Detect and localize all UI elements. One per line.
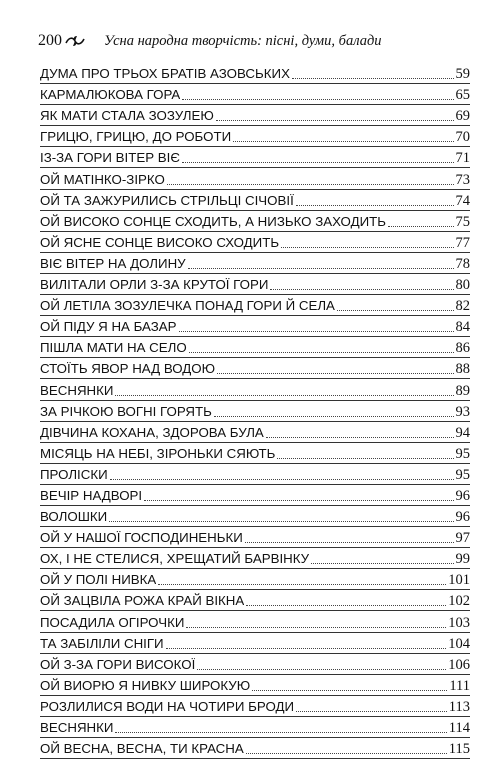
dot-leader [144,500,453,501]
toc-entry [40,464,470,485]
toc-entry-page: 78 [455,255,470,272]
toc-entry-title: ОЙ З-ЗА ГОРИ ВИСОКОЇ [40,656,196,672]
toc-entry-title: ІЗ-ЗА ГОРИ ВІТЕР ВІЄ [40,150,180,166]
dot-leader [110,479,454,480]
dot-leader [167,184,454,185]
dot-leader [296,205,454,206]
toc-entry-page: 113 [448,698,470,715]
toc-entry-title: СТОЇТЬ ЯВОР НАД ВОДОЮ [40,361,216,377]
toc-entry [40,675,470,696]
toc-entry-title: ВІЄ ВІТЕР НА ДОЛИНУ [40,255,186,271]
toc-entry-page: 73 [455,171,470,188]
toc-entry-title: ГРИЦЮ, ГРИЦЮ, ДО РОБОТИ [40,129,232,145]
page-header [38,31,478,51]
toc-entry-page: 75 [455,213,470,230]
toc-entry-page: 97 [455,530,470,547]
toc-entry-page: 115 [448,741,470,758]
toc-entry-page: 104 [448,635,470,652]
toc-entry [40,316,470,337]
toc-entry-title: ОЙ ЗАЦВІЛА РОЖА КРАЙ ВІКНА [40,593,245,609]
toc-entry [40,84,470,105]
dot-leader [216,120,454,121]
toc-entry [40,168,470,189]
toc-entry-page: 65 [455,87,470,104]
toc-entry-page: 95 [455,445,470,462]
toc-entry [40,295,470,316]
dot-leader [188,268,454,269]
toc-entry-title: ПРОЛІСКИ [40,466,108,482]
toc-entry-title: ОХ, І НЕ СТЕЛИСЯ, ХРЕЩАТИЙ БАРВІНКУ [40,551,310,567]
toc-entry-title: ВЕЧІР НАДВОРІ [40,487,143,503]
toc-entry-title: ОЙ ПІДУ Я НА БАЗАР [40,319,177,335]
dot-leader [252,690,447,691]
toc-entry-title: ОЙ У ПОЛІ НИВКА [40,572,157,588]
dot-leader [388,226,454,227]
toc-entry-title: КАРМАЛЮКОВА ГОРА [40,87,181,103]
dot-leader [296,711,447,712]
toc-entry-title: ВОЛОШКИ [40,509,108,525]
toc-entry-title: ОЙ МАТІНКО-ЗІРКО [40,171,165,187]
toc-entry [40,358,470,379]
toc-entry-title: ОЙ ТА ЗАЖУРИЛИСЬ СТРІЛЬЦІ СІЧОВІЇ [40,192,294,208]
dot-leader [233,141,453,142]
toc-entry-title: ОЙ ВИОРЮ Я НИВКУ ШИРОКУЮ [40,677,251,693]
dot-leader [109,521,453,522]
toc-entry-page: 80 [455,277,470,294]
toc-entry [40,527,470,548]
toc-entry-page: 114 [448,720,470,736]
dot-leader [182,99,453,100]
toc-entry-page: 70 [455,129,470,146]
toc-entry-title: ОЙ ВИСОКО СОНЦЕ СХОДИТЬ, А НИЗЬКО ЗАХОДИТЬ [40,213,386,229]
toc-entry [40,253,470,274]
toc-entry-page: 111 [449,677,470,694]
toc-entry [40,611,470,632]
toc-entry [40,190,470,211]
toc-entry-page: 95 [455,466,470,483]
table-of-contents [40,63,470,759]
toc-entry-title: ДУМА ПРО ТРЬОХ БРАТІВ АЗОВСЬКИХ [40,66,290,82]
toc-entry [40,590,470,611]
toc-entry [40,569,470,590]
toc-entry [40,105,470,126]
dot-leader [115,732,446,733]
dot-leader [197,669,446,670]
toc-entry-page: 93 [455,403,470,420]
dot-leader [277,458,453,459]
toc-entry-title: ОЙ ЛЕТІЛА ЗОЗУЛЕЧКА ПОНАД ГОРИ Й СЕЛА [40,298,335,314]
dot-leader [186,627,446,628]
dot-leader [179,331,454,332]
toc-entry-title: ВЕСНЯНКИ [40,720,114,735]
toc-entry-title: ПІШЛА МАТИ НА СЕЛО [40,340,187,356]
toc-entry-page: 94 [455,424,470,441]
toc-entry [40,337,470,358]
toc-entry-title: ЗА РІЧКОЮ ВОГНІ ГОРЯТЬ [40,403,212,419]
toc-entry [40,401,470,422]
toc-entry [40,485,470,506]
dot-leader [311,563,453,564]
dot-leader [189,352,454,353]
toc-entry-title: МІСЯЦЬ НА НЕБІ, ЗІРОНЬКИ СЯЮТЬ [40,445,276,461]
toc-entry [40,633,470,654]
toc-entry [40,696,470,717]
toc-entry [40,548,470,569]
toc-entry-page: 84 [455,319,470,336]
toc-entry-page: 89 [455,382,470,399]
toc-entry [40,717,470,738]
toc-entry-title: ОЙ ВЕСНА, ВЕСНА, ТИ КРАСНА [40,741,244,757]
dot-leader [292,78,454,79]
dot-leader [214,416,454,417]
dot-leader [337,310,454,311]
dot-leader [115,395,453,396]
dot-leader [158,584,446,585]
toc-entry-title: ОЙ У НАШОЇ ГОСПОДИНЕНЬКИ [40,530,243,546]
toc-entry [40,422,470,443]
toc-entry-page: 96 [455,509,470,526]
toc-entry [40,274,470,295]
toc-entry [40,443,470,464]
toc-entry-title: ВЕСНЯНКИ [40,382,114,398]
toc-entry-page: 106 [448,656,470,673]
dot-leader [281,247,453,248]
toc-entry-title: ЯК МАТИ СТАЛА ЗОЗУЛЕЮ [40,108,214,124]
toc-entry-page: 103 [448,614,470,631]
dot-leader [246,605,446,606]
toc-entry-page: 77 [455,234,470,251]
toc-entry [40,738,470,759]
toc-entry-page: 69 [455,108,470,125]
toc-entry [40,654,470,675]
dot-leader [182,162,454,163]
toc-entry [40,63,470,84]
toc-entry-title: ВИЛІТАЛИ ОРЛИ З-ЗА КРУТОЇ ГОРИ [40,277,269,293]
dot-leader [217,373,453,374]
dot-leader [266,437,454,438]
toc-entry [40,506,470,527]
toc-entry-title: ДІВЧИНА КОХАНА, ЗДОРОВА БУЛА [40,424,264,440]
toc-entry [40,379,470,400]
page-number: 200 [38,32,62,49]
dot-leader [166,648,447,649]
dot-leader [246,753,447,754]
dot-leader [245,542,454,543]
toc-entry [40,211,470,232]
toc-entry-title: РОЗЛИЛИСЯ ВОДИ НА ЧОТИРИ БРОДИ [40,698,295,714]
toc-entry-page: 82 [455,298,470,315]
toc-entry-page: 102 [448,593,470,610]
dot-leader [270,289,453,290]
toc-entry [40,232,470,253]
toc-entry-page: 96 [455,487,470,504]
toc-entry-title: ОЙ ЯСНЕ СОНЦЕ ВИСОКО СХОДИТЬ [40,234,280,250]
toc-entry-title: ПОСАДИЛА ОГІРОЧКИ [40,614,185,630]
toc-entry-page: 74 [455,192,470,209]
toc-entry-page: 99 [455,551,470,568]
toc-entry-page: 101 [448,572,470,589]
toc-entry-title: ТА ЗАБІЛІЛИ СНІГИ [40,635,164,651]
toc-entry-page: 88 [455,361,470,378]
leaf-flourish-icon [64,34,86,48]
toc-entry-page: 59 [455,66,470,83]
toc-entry [40,147,470,168]
running-title: Усна народна творчість: пісні, думи, балади [104,33,382,49]
toc-entry-page: 86 [455,340,470,357]
toc-entry [40,126,470,147]
toc-entry-page: 71 [455,150,470,167]
